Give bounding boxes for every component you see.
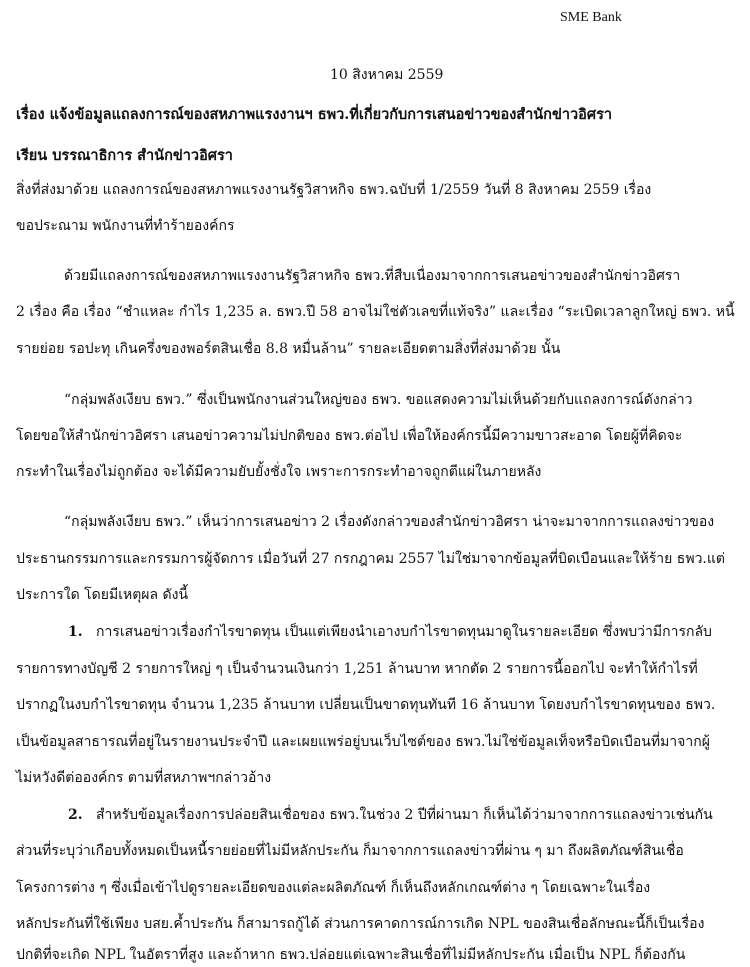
paragraph-line: เป็นข้อมูลสาธารณที่อยู่ในรายงานประจำปี และเผยแพร่อยู่บนเว็บไซต์ของ ธพว.ไม่ใช่ข้อมูลเท็จหรือบิดเบือนที่มาจากผู้ bbox=[16, 734, 710, 750]
paragraph-line: ประการใด โดยมีเหตุผล ดังนี้ bbox=[16, 587, 189, 603]
attachment-line: ขอประณาม พนักงานที่ทำร้ายองค์กร bbox=[16, 218, 235, 234]
item-number: 2. bbox=[68, 807, 83, 823]
paragraph-line: ไม่หวังดีต่อองค์กร ตามที่สหภาพฯกล่าวอ้าง bbox=[16, 770, 272, 786]
item-number: 1. bbox=[68, 624, 83, 640]
subject-line: เรื่อง แจ้งข้อมูลแถลงการณ์ของสหภาพแรงงานฯ ธพว.ที่เกี่ยวกับการเสนอข่าวของสำนักข่าวอิศรา bbox=[16, 106, 612, 123]
paragraph-line: 2 เรื่อง คือ เรื่อง “ชำแหละ กำไร 1,235 ล. ธพว.ปี 58 อาจไม่ใช่ตัวเลขที่แท้จริง” และเรื่อง “ระเบิดเวลาลูกใหญ่ ธพว. หนี้ bbox=[16, 304, 735, 320]
paragraph-line: หลักประกันที่ใช้เพียง บสย.ค้ำประกัน ก็สามารถกู้ได้ ส่วนการคาดการณ์การเกิด NPL ของสินเชื่อลักษณะนี้ก็เป็นเรื่อง bbox=[16, 916, 705, 932]
paragraph-line: “กลุ่มพลังเงียบ ธพว.” เห็นว่าการเสนอข่าว 2 เรื่องดังกล่าวของสำนักข่าวอิศรา น่าจะมาจากการแถลงข่าวของ bbox=[64, 514, 715, 530]
paragraph-line: ประธานกรรมการและกรรมการผู้จัดการ เมื่อวันที่ 27 กรกฎาคม 2557 ไม่ใช่มาจากข้อมูลที่บิดเบือนและให้ร้าย ธพว.แต่ bbox=[16, 551, 725, 567]
attachment-line: สิ่งที่ส่งมาด้วย แถลงการณ์ของสหภาพแรงงานรัฐวิสาหกิจ ธพว.ฉบับที่ 1/2559 วันที่ 8 สิงหาคม 2559 เรื่อง bbox=[16, 182, 652, 198]
paragraph-line: โดยขอให้สำนักข่าวอิศรา เสนอข่าวความไม่ปกติของ ธพว.ต่อไป เพื่อให้องค์กรนี้มีความขาวสะอาด โดยผู้ที่คิดจะ bbox=[16, 428, 683, 444]
paragraph-line: รายการทางบัญชี 2 รายการใหญ่ ๆ เป็นจำนวนเงินกว่า 1,251 ล้านบาท หากตัด 2 รายการนี้ออกไป จะทำให้กำไรที่ bbox=[16, 661, 698, 677]
paragraph-line: รายย่อย รอปะทุ เกินครึ่งของพอร์ตสินเชื่อ 8.8 หมื่นล้าน” รายละเอียดตามสิ่งที่ส่งมาด้วย นั้น bbox=[16, 341, 561, 357]
recipient-line: เรียน บรรณาธิการ สำนักข่าวอิศรา bbox=[16, 147, 233, 164]
paragraph-line: สำหรับข้อมูลเรื่องการปล่อยสินเชื่อของ ธพว.ในช่วง 2 ปีที่ผ่านมา ก็เห็นได้ว่ามาจากการแถลงข่าวเช่นกัน bbox=[96, 807, 713, 823]
paragraph-line: โครงการต่าง ๆ ซึ่งเมื่อเข้าไปดูรายละเอียดของแต่ละผลิตภัณฑ์ ก็เห็นถึงหลักเกณฑ์ต่าง ๆ โดยเฉพาะในเรื่อง bbox=[16, 880, 651, 896]
paragraph-line: “กลุ่มพลังเงียบ ธพว.” ซึ่งเป็นพนักงานส่วนใหญ่ของ ธพว. ขอแสดงความไม่เห็นด้วยกับแถลงการณ์ดังกล่าว bbox=[64, 392, 693, 408]
paragraph-line: ปรากฏในงบกำไรขาดทุน จำนวน 1,235 ล้านบาท เปลี่ยนเป็นขาดทุนทันที 16 ล้านบาท โดยงบกำไรขาดทุนของ ธพว. bbox=[16, 697, 716, 713]
paragraph-line: ด้วยมีแถลงการณ์ของสหภาพแรงงานรัฐวิสาหกิจ ธพว.ที่สืบเนื่องมาจากการเสนอข่าวของสำนักข่าวอิศรา bbox=[64, 268, 681, 284]
paragraph-line: การเสนอข่าวเรื่องกำไรขาดทุน เป็นแต่เพียงนำเอางบกำไรขาดทุนมาดูในรายละเอียด ซึ่งพบว่ามีการกลับ bbox=[96, 624, 712, 640]
paragraph-line: ส่วนที่ระบุว่าเกือบทั้งหมดเป็นหนี้รายย่อยที่ไม่มีหลักประกัน ก็มาจากการแถลงข่าวที่ผ่าน ๆ มา ถึงผลิตภัณฑ์สินเชื่อ bbox=[16, 843, 684, 859]
org-name: SME Bank bbox=[560, 10, 622, 25]
letter-date: 10 สิงหาคม 2559 bbox=[330, 67, 444, 83]
paragraph-line: ปกติที่จะเกิด NPL ในอัตราที่สูง และถ้าหาก ธพว.ปล่อยแต่เฉพาะสินเชื่อที่ไม่มีหลักประกัน เมื่อเป็น NPL ก็ต้องกัน bbox=[16, 947, 686, 963]
paragraph-line: กระทำในเรื่องไม่ถูกต้อง จะได้มีความยับยั้งชั่งใจ เพราะการกระทำอาจถูกตีแผ่ในภายหลัง bbox=[16, 464, 542, 480]
